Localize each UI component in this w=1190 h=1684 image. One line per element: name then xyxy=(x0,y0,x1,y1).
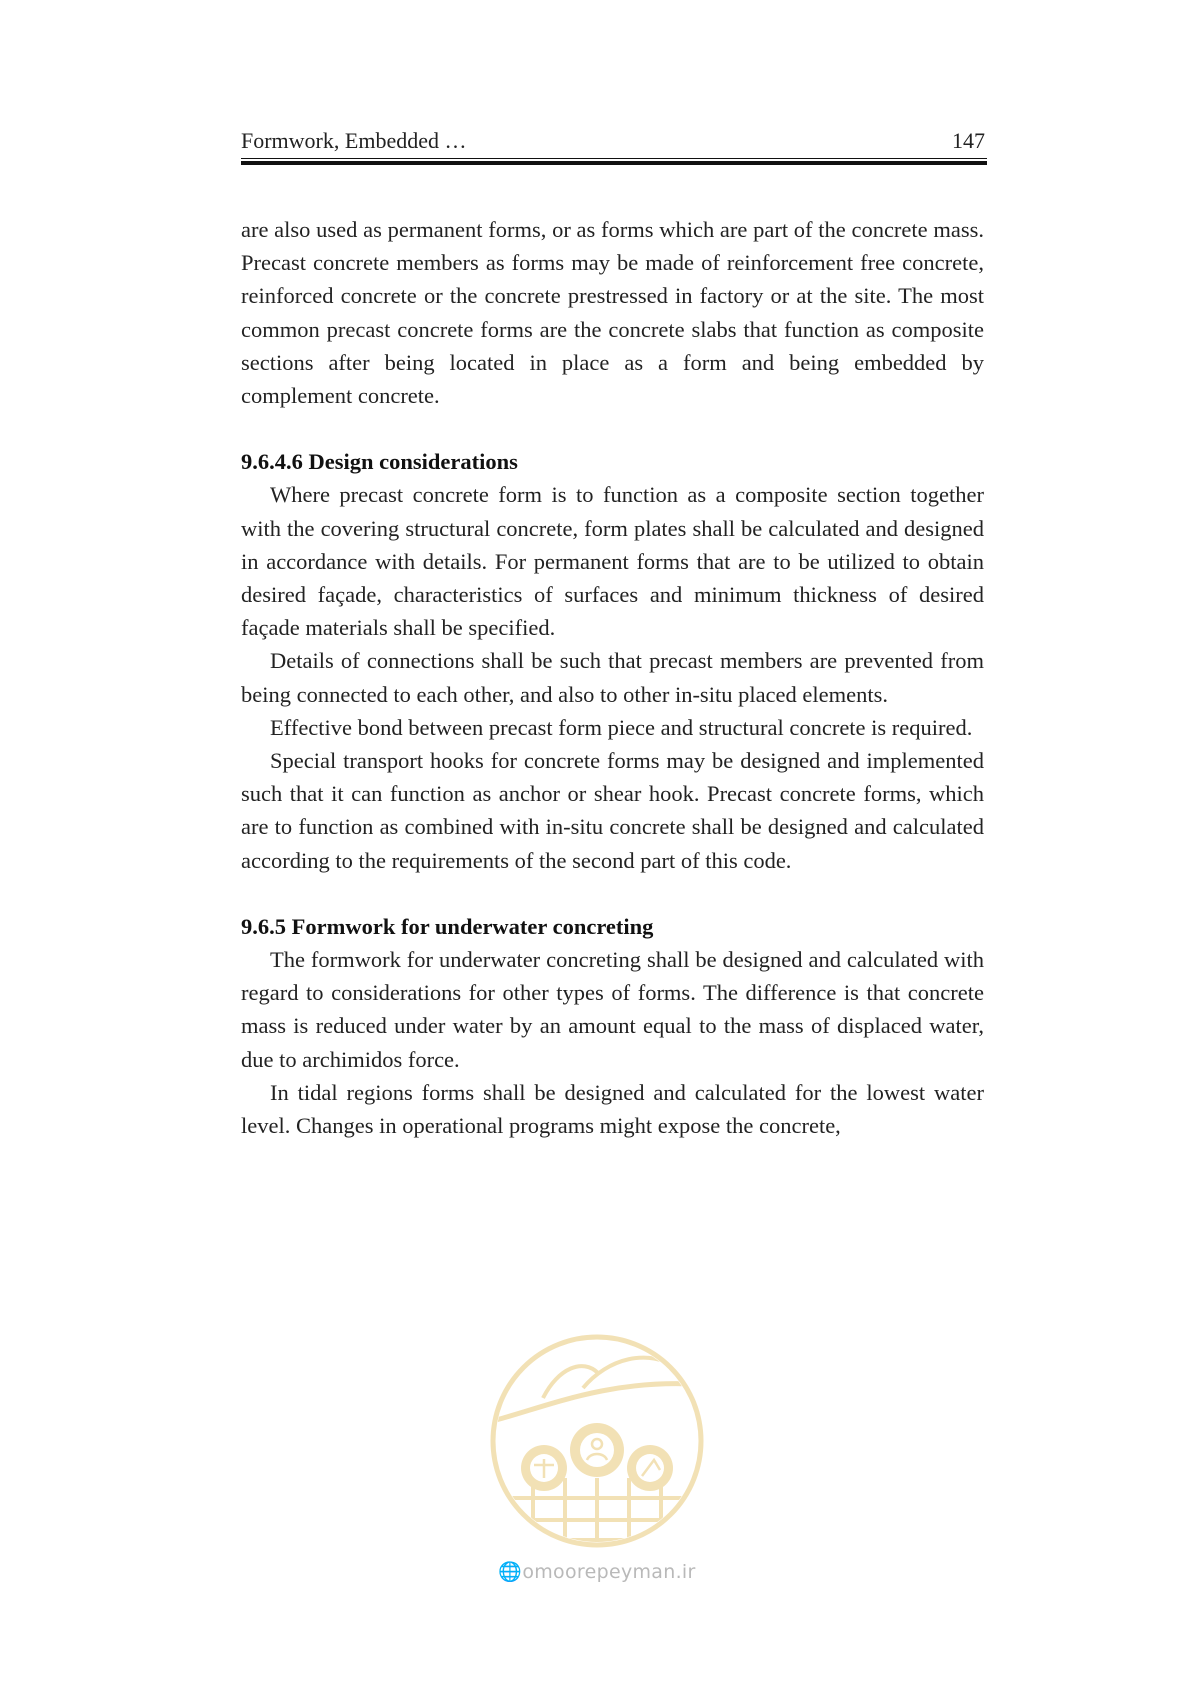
running-header xyxy=(241,128,987,168)
body-paragraph: Effective bond between precast form piece and structural concrete is required. xyxy=(270,714,973,740)
watermark-site-text: omoorepeyman.ir xyxy=(522,1561,696,1583)
page-body xyxy=(241,213,984,1142)
section-heading-underwater-formwork: 9.6.5 Formwork for underwater concreting xyxy=(241,913,654,939)
section-spacer xyxy=(241,412,984,445)
header-rule-thin xyxy=(241,158,987,159)
body-paragraph: Special transport hooks for concrete forms may be designed and implemented such that it can function as anchor or shear hook. Precast concrete forms, which are to function as combined with in-situ concrete shall be designed and calculated according to the requirements of the second part of this code. xyxy=(241,748,984,873)
page-number: 147 xyxy=(952,128,985,153)
header-rule-thick xyxy=(241,161,987,165)
body-paragraph: Where precast concrete form is to function as a composite section together with the covering structural concrete, form plates shall be calculated and designed in accordance with details. For permanent forms that are to be utilized to obtain desired façade, characteristics of surfaces and minimum thickness of desired façade materials shall be specified. xyxy=(241,482,984,641)
body-paragraph: The formwork for underwater concreting shall be designed and calculated with regard to considerations for other types of forms. The difference is that concrete mass is reduced under water by an amount equal to the mass of displaced water, due to archimidos force. xyxy=(241,947,984,1072)
globe-icon: 🌐 xyxy=(498,1561,523,1583)
intro-paragraph: are also used as permanent forms, or as forms which are part of the concrete mass. Precast concrete members as forms may be made of reinforcement free concrete, reinforced concrete or the concrete prestressed in factory or at the site. The most common precast concrete forms are the concrete slabs that function as composite sections after being located in place as a form and being embedded by complement concrete. xyxy=(241,217,984,409)
body-paragraph: Details of connections shall be such that precast members are prevented from being connected to each other, and also to other in-situ placed elements. xyxy=(241,648,984,707)
watermark-seal-icon xyxy=(488,1328,706,1556)
section-heading-design-considerations: 9.6.4.6 Design considerations xyxy=(241,449,518,475)
running-header-title: Formwork, Embedded … xyxy=(241,128,467,153)
watermark-site xyxy=(488,1560,706,1583)
watermark-logo xyxy=(488,1328,706,1618)
section-spacer xyxy=(241,877,984,910)
body-paragraph: In tidal regions forms shall be designed and calculated for the lowest water level. Changes in operational programs might expose the concrete, xyxy=(241,1079,984,1139)
